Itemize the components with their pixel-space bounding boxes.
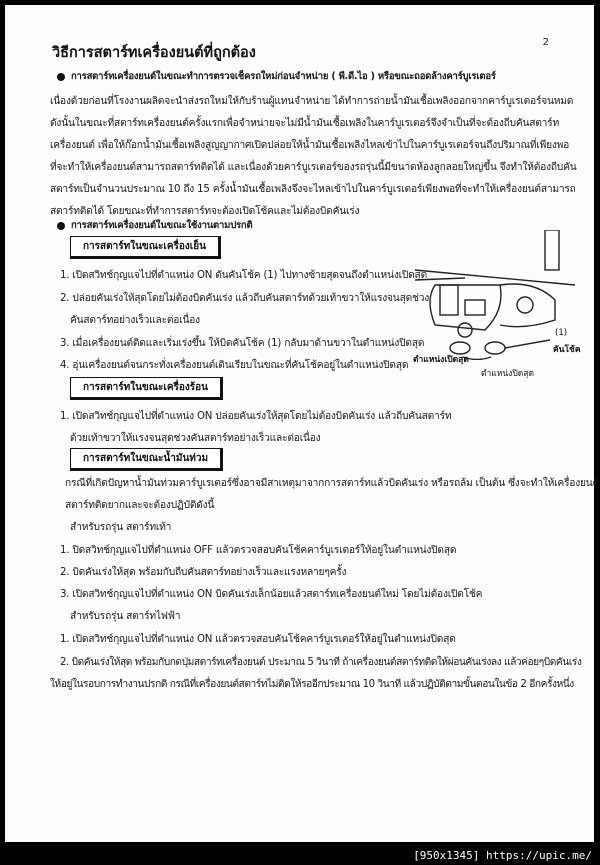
page-number: 2 [542,37,549,48]
choke-illustration [405,230,585,379]
step-line: 1. เปิดสวิทช์กุญแจไปที่ตำแหน่ง ON ปล่อยคันเร่งให้สุดโดยไม่ต้องบิดคันเร่ง แล้วถีบคันสตาร์ท [60,411,452,422]
open-position-label: ตำแหน่งเปิดสุด [413,355,469,365]
model-heading: สำหรับรถรุ่น สตาร์ทไฟฟ้า [70,611,181,622]
page-title: วิธีการสตาร์ทเครื่องยนต์ที่ถูกต้อง [52,45,256,61]
watermark: [950x1345] https://upic.me/ [413,849,592,862]
step-line: 4. อุ่นเครื่องยนต์จนกระทั่งเครื่องยนต์เดินเรียบในขณะที่คันโช้คอยู่ในตำแหน่งปิดสุด [60,360,409,371]
paragraph-line: ดังนั้นในขณะที่สตาร์ทเครื่องยนต์ครั้งแรกเพื่อจำหน่ายจะไม่มีน้ำมันเชื้อเพลิงในคาร์บูเรเตอร์จึงจำเป็นที่จะต้องถีบคันสตาร์ท [50,118,559,129]
paragraph-line: สตาร์ทติดได้ โดยขณะที่ทำการสตาร์ทจะต้องเปิดโช้คและไม่ต้องบิดคันเร่ง [50,206,360,217]
section-heading-text: การสตาร์ทเครื่องยนต์ในขณะทำการตรวจเช็ครถใหม่ก่อนจำหน่าย ( พี.ดี.ไอ ) หรือขณะถอดล้างคาร์บูเรเตอร์ [71,71,496,82]
step-line: 2. บิดคันเร่งให้สุด พร้อมกับกดปุ่มสตาร์ทเครื่องยนต์ ประมาณ 5 วินาที ถ้าเครื่องยนต์สตาร์ทติดให้ผ่อนคันเร่งลง แล้วค่อยๆบิดคันเร่ง [60,657,582,668]
model-heading: สำหรับรถรุ่น สตาร์ทเท้า [70,522,172,533]
subsection-label-cold: การสตาร์ทในขณะเครื่องเย็น [70,236,221,259]
paragraph-line: ที่จะทำให้เครื่องยนต์สามารถสตาร์ทติดได้ และเนื่องด้วยคาร์บูเรเตอร์ของรถรุ่นนี้มีขนาดห้องลูกลอยใหญ่ขึ้น จึงทำให้ต้องถีบคัน [50,162,577,173]
paragraph-line: เครื่องยนต์ เพื่อให้ก๊อกน้ำมันเชื้อเพลิงสูญญากาศเปิดปล่อยให้น้ำมันเชื้อเพลิงไหลเข้าไปในคาร์บูเรเตอร์จนถึงปริมาณที่เพียงพอ [50,140,570,151]
paragraph-line: เนื่องด้วยก่อนที่โรงงานผลิตจะนำส่งรถใหม่ให้กับร้านผู้แทนจำหน่าย ได้ทำการถ่ายน้ำมันเชื้อเพลิงออกจากคาร์บูเรเตอร์จนหมด [50,96,574,107]
handlebar-switch-drawing [405,230,585,360]
subsection-label-hot: การสตาร์ทในขณะเครื่องร้อน [70,377,223,400]
step-line: 3. เปิดสวิทช์กุญแจไปที่ตำแหน่ง ON บิดคันเร่งเล็กน้อยแล้วสตาร์ทเครื่องยนต์ใหม่ โดยไม่ต้องเปิดโช้ค [60,589,483,600]
callout-number: (1) [555,328,568,338]
step-line: สตาร์ทติดยากและจะต้องปฏิบัติดังนี้ [65,500,215,511]
choke-label: คันโช้ค [553,345,581,355]
bullet-icon [57,73,65,81]
step-line: 1. เปิดสวิทช์กุญแจไปที่ตำแหน่ง ON แล้วตรวจสอบคันโช้คคาร์บูเรเตอร์ให้อยู่ในตำแหน่งปิดสุด [60,634,456,645]
section-heading [57,69,496,84]
closed-position-label: ตำแหน่งปิดสุด [481,369,534,379]
step-line: 1. เปิดสวิทช์กุญแจไปที่ตำแหน่ง ON ดันคันโช้ค (1) ไปทางซ้ายสุดจนถึงตำแหน่งเปิดสุด [60,270,427,281]
step-line: กรณีที่เกิดปัญหาน้ำมันท่วมคาร์บูเรเตอร์ซึ่งอาจมีสาเหตุมาจากการสตาร์ทแล้วบิดคันเร่ง หรือรถล้ม เป็นต้น ซึ่งจะทำให้เครื่องยนต์ [65,478,599,489]
document-page [5,5,599,842]
step-line: 3. เมื่อเครื่องยนต์ติดและเริ่มเร่งขึ้น ให้บิดคันโช้ค (1) กลับมาด้านขวาในตำแหน่งปิดสุด [60,338,425,349]
step-line: ให้อยู่ในรอบการทำงานปรกติ กรณีที่เครื่องยนต์สตาร์ทไม่ติดให้รออีกประมาณ 10 วินาที แล้วปฏิบัติตามขั้นตอนในข้อ 2 อีกครั้งหนึ่ง [50,679,574,690]
bullet-icon [57,222,65,230]
subsection-label-flooded: การสตาร์ทในขณะน้ำมันท่วม [70,448,223,471]
step-line: 2. บิดคันเร่งให้สุด พร้อมกับถีบคันสตาร์ทอย่างเร็วและแรงหลายๆครั้ง [60,567,347,578]
section-heading-text: การสตาร์ทเครื่องยนต์ในขณะใช้งานตามปรกติ [71,220,253,231]
step-line: 1. ปิดสวิทช์กุญแจไปที่ตำแหน่ง OFF แล้วตรวจสอบคันโช้คคาร์บูเรเตอร์ให้อยู่ในตำแหน่งปิดสุด [60,545,457,556]
step-line: ด้วยเท้าขวาให้แรงจนสุดช่วงคันสตาร์ทอย่างเร็วและต่อเนื่อง [70,433,321,444]
section-heading [57,218,252,233]
step-line: คันสตาร์ทอย่างเร็วและต่อเนื่อง [70,315,200,326]
paragraph-line: สตาร์ทเป็นจำนวนประมาณ 10 ถึง 15 ครั้งน้ำมันเชื้อเพลิงจึงจะไหลเข้าไปในคาร์บูเรเตอร์เพียงพอที่จะทำให้เครื่องยนต์สามารถ [50,184,576,195]
step-line: 2. ปล่อยคันเร่งให้สุดโดยไม่ต้องบิดคันเร่ง แล้วถีบคันสตาร์ทด้วยเท้าขวาให้แรงจนสุดช่วง [60,293,430,304]
